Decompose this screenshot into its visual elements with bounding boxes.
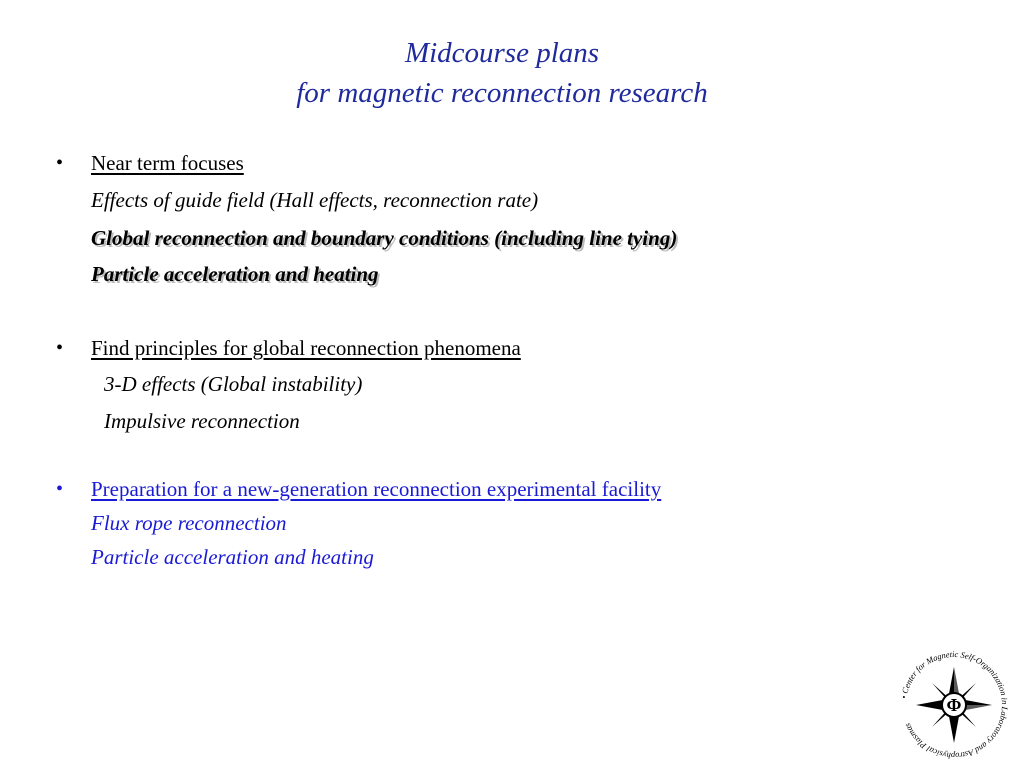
item-impulsive-reconnection: Impulsive reconnection xyxy=(104,409,300,433)
slide-title xyxy=(0,33,1004,113)
bullet-marker: • xyxy=(56,337,64,359)
title-line-1: Midcourse plans xyxy=(404,37,600,69)
bullet-marker: • xyxy=(56,152,64,174)
svg-text:Φ: Φ xyxy=(946,695,962,715)
svg-text:• Center for Magnetic Self-Org: • Center for Magnetic Self-Organization in Laboratory and Astrophysical Plasmas xyxy=(899,649,1010,761)
item-flux-rope: Flux rope reconnection xyxy=(91,511,287,535)
section-near-term xyxy=(0,146,1024,180)
title-line-2: for magnetic reconnection research xyxy=(296,77,708,109)
section-global-principles xyxy=(0,331,1024,365)
item-global-reconnection: Global reconnection and boundary conditions (including line tying) xyxy=(91,226,678,250)
bullet-marker: • xyxy=(56,478,64,500)
section-heading-global-principles: Find principles for global reconnection phenomena xyxy=(91,336,521,360)
item-3d-effects: 3-D effects (Global instability) xyxy=(104,372,363,396)
item-particle-acceleration-heating: Particle acceleration and heating xyxy=(91,545,374,569)
compass-star-icon xyxy=(894,646,1014,764)
section-new-facility xyxy=(0,472,1024,506)
item-guide-field: Effects of guide field (Hall effects, reconnection rate) xyxy=(91,188,539,212)
section-heading-new-facility: Preparation for a new-generation reconnection experimental facility xyxy=(91,477,662,501)
section-heading-near-term: Near term focuses xyxy=(91,151,244,175)
item-particle-acceleration: Particle acceleration and heating xyxy=(91,262,379,286)
cmso-logo xyxy=(894,646,1014,764)
